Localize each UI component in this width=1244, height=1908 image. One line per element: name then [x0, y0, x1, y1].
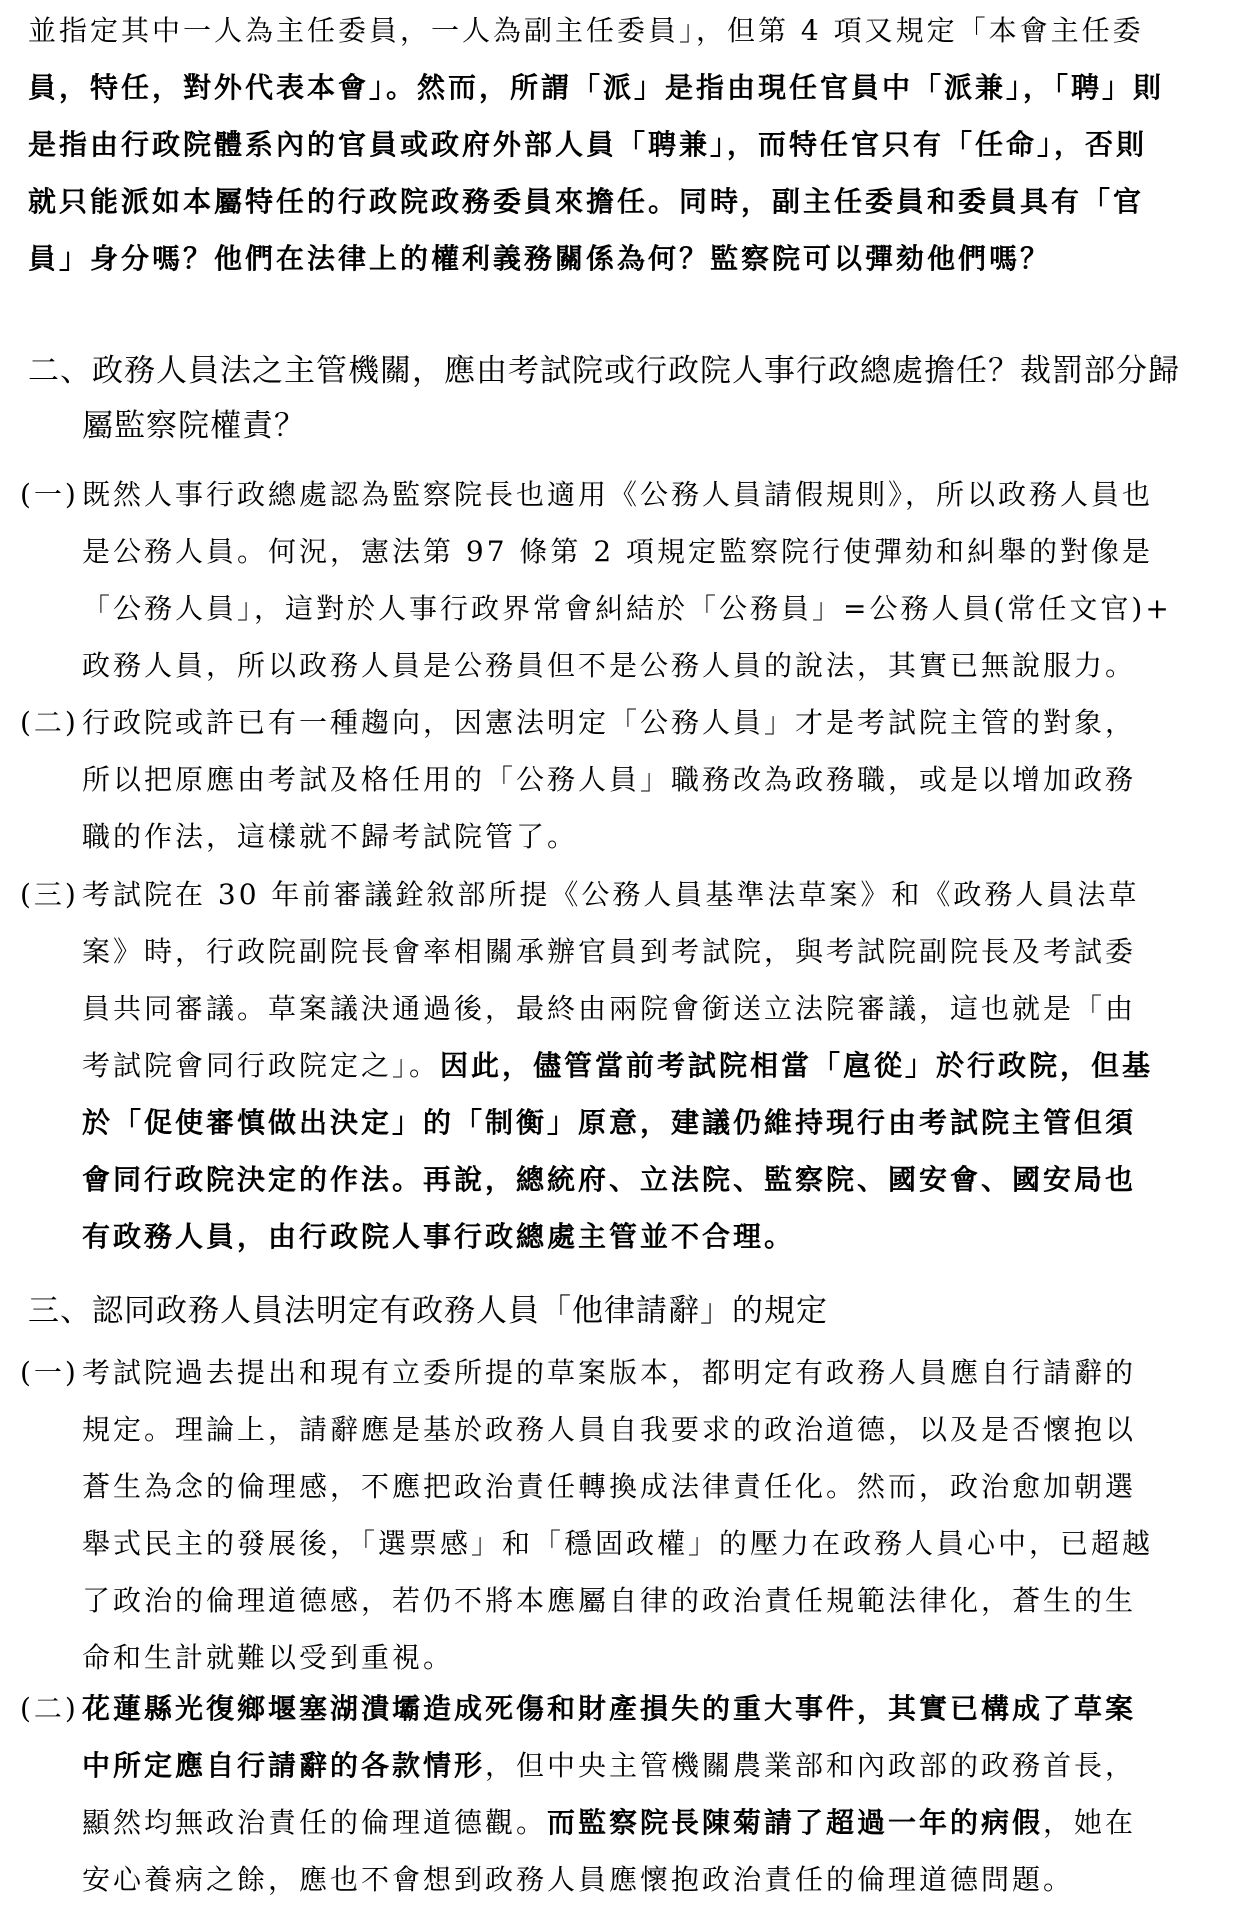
- item-line-bold: 因此，儘管當前考試院相當「扈從」於行政院，但基: [440, 1049, 1154, 1082]
- intro-paragraph: [28, 2, 1228, 287]
- item-line-plain: 考試院會同行政院定之」。: [82, 1049, 441, 1082]
- intro-line-3: 是指由行政院體系內的官員或政府外部人員「聘兼」，而特任官只有「任命」，否則: [28, 128, 1148, 161]
- item-number: (一): [20, 1356, 79, 1389]
- item-line: 有政務人員，由行政院人事行政總處主管並不合理。: [82, 1220, 796, 1253]
- intro-line-4: 就只能派如本屬特任的行政院政務委員來擔任。同時，副主任委員和委員具有「官: [28, 185, 1145, 218]
- item-number: (一): [20, 478, 79, 511]
- item-line: 員共同審議。草案議決通過後，最終由兩院會銜送立法院審議，這也就是「由: [82, 992, 1137, 1025]
- item-line: 職的作法，這樣就不歸考試院管了。: [82, 820, 579, 853]
- item-line: 蒼生為念的倫理感，不應把政治責任轉換成法律責任化。然而，政治愈加朝選: [82, 1470, 1137, 1503]
- item-line: [20, 1794, 1228, 1851]
- item-line: 安心養病之餘，應也不會想到政務人員應懷抱政治責任的倫理道德問題。: [82, 1863, 1075, 1896]
- item-number: (二): [20, 706, 79, 739]
- item-line-bold: 而監察院長陳菊請了超過一年的病假: [547, 1806, 1044, 1839]
- item-line: 政務人員，所以政務人員是公務員但不是公務人員的說法，其實已無說服力。: [82, 649, 1137, 682]
- section-2-heading-line-1: 二、政務人員法之主管機關，應由考試院或行政院人事行政總處擔任？裁罰部分歸: [28, 353, 1180, 389]
- item-line: 既然人事行政總處認為監察院長也適用《公務人員請假規則》，所以政務人員也: [82, 478, 1154, 511]
- section-2-item-1: [20, 466, 1228, 694]
- section-3-heading-line-1: 三、認同政務人員法明定有政務人員「他律請辭」的規定: [28, 1293, 828, 1329]
- item-line: 考試院在 30 年前審議銓敘部所提《公務人員基準法草案》和《政務人員法草: [82, 878, 1140, 911]
- item-line-plain: 顯然均無政治責任的倫理道德觀。: [82, 1806, 548, 1839]
- section-3-item-1: [20, 1344, 1228, 1686]
- item-number: (二): [20, 1692, 79, 1725]
- intro-line-2: 員，特任，對外代表本會」。然而，所謂「派」是指由現任官員中「派兼」，「聘」則: [28, 71, 1165, 104]
- item-line: 會同行政院決定的作法。再說，總統府、立法院、監察院、國安會、國安局也: [82, 1163, 1137, 1196]
- item-line: 規定。理論上，請辭應是基於政務人員自我要求的政治道德，以及是否懷抱以: [82, 1413, 1137, 1446]
- item-line: [20, 1737, 1228, 1794]
- item-line-plain: ，但中央主管機關農業部和內政部的政務首長，: [485, 1749, 1137, 1782]
- item-line: 命和生計就難以受到重視。: [82, 1641, 455, 1674]
- item-line: 行政院或許已有一種趨向，因憲法明定「公務人員」才是考試院主管的對象，: [82, 706, 1137, 739]
- item-line: 所以把原應由考試及格任用的「公務人員」職務改為政務職，或是以增加政務: [82, 763, 1137, 796]
- item-line: 了政治的倫理道德感，若仍不將本應屬自律的政治責任規範法律化，蒼生的生: [82, 1584, 1137, 1617]
- item-line: 花蓮縣光復鄉堰塞湖潰壩造成死傷和財產損失的重大事件，其實已構成了草案: [82, 1692, 1137, 1725]
- section-3-item-2: [20, 1680, 1228, 1908]
- intro-line-1: 並指定其中一人為主任委員，一人為副主任委員」，但第 4 項又規定「本會主任委: [28, 14, 1144, 47]
- section-2-item-3: [20, 866, 1228, 1265]
- section-2-heading: [28, 344, 1228, 454]
- item-line: 「公務人員」，這對於人事行政界常會糾結於「公務員」=公務人員(常任文官)+: [82, 592, 1172, 625]
- section-3-heading: [28, 1284, 1228, 1339]
- item-line: 是公務人員。何況，憲法第 97 條第 2 項規定監察院行使彈劾和糾舉的對像是: [82, 535, 1154, 568]
- item-line: 於「促使審慎做出決定」的「制衡」原意，建議仍維持現行由考試院主管但須: [82, 1106, 1137, 1139]
- item-number: (三): [20, 878, 79, 911]
- item-line-bold: 中所定應自行請辭的各款情形: [82, 1749, 486, 1782]
- section-2-heading-line-2: 屬監察院權責？: [82, 408, 306, 444]
- item-line: [20, 1037, 1228, 1094]
- item-line: 考試院過去提出和現有立委所提的草案版本，都明定有政務人員應自行請辭的: [82, 1356, 1137, 1389]
- item-line: 案》時，行政院副院長會率相關承辦官員到考試院，與考試院副院長及考試委: [82, 935, 1137, 968]
- section-2-item-2: [20, 694, 1228, 865]
- item-line-tail: ，她在: [1043, 1806, 1137, 1839]
- intro-line-5: 員」身分嗎？他們在法律上的權利義務關係為何？監察院可以彈劾他們嗎？: [28, 242, 1052, 275]
- item-line: 舉式民主的發展後，「選票感」和「穩固政權」的壓力在政務人員心中，已超越: [82, 1527, 1154, 1560]
